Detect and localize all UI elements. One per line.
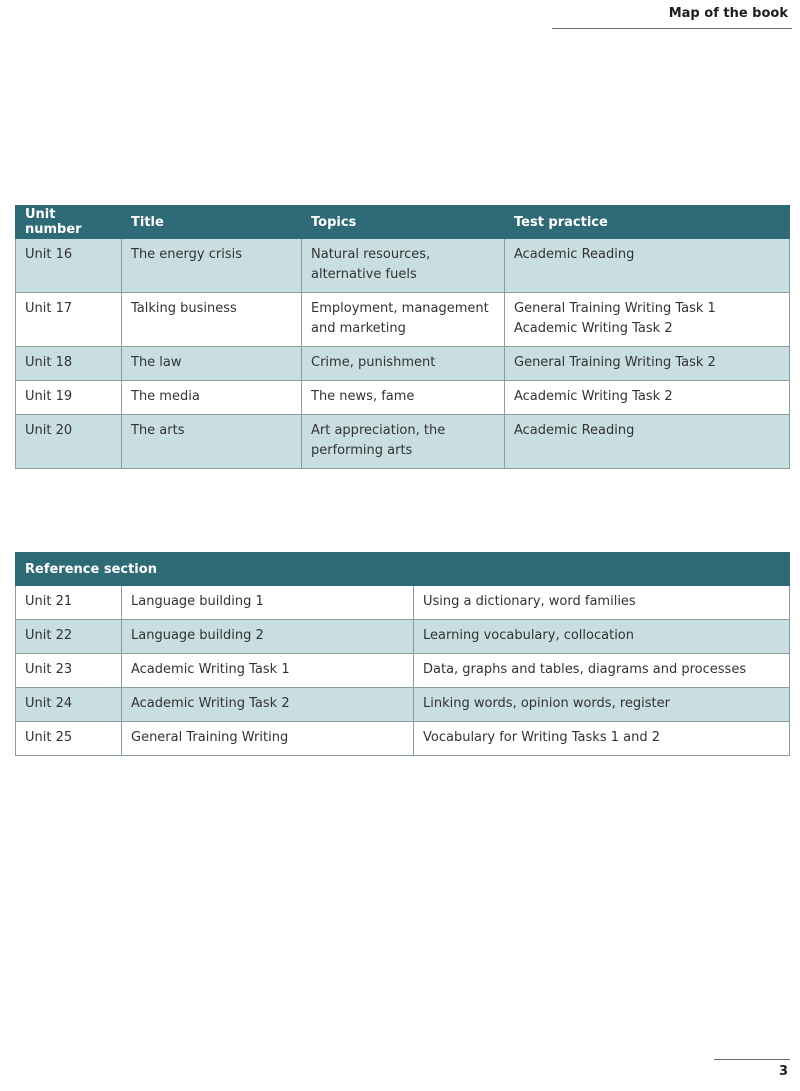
units-table-header-row	[16, 206, 790, 239]
table-row	[16, 415, 790, 469]
reference-header-row	[16, 553, 790, 586]
topics-line: Natural resources,	[311, 247, 431, 262]
content-cell: Learning vocabulary, collocation	[414, 620, 790, 654]
topics-cell	[302, 347, 505, 381]
title-cell: General Training Writing	[122, 722, 414, 756]
title-cell: Language building 2	[122, 620, 414, 654]
test-practice-line: Academic Writing Task 2	[514, 321, 673, 336]
unit-number-cell: Unit 21	[16, 586, 122, 620]
column-header-title: Title	[122, 206, 302, 239]
unit-number-cell: Unit 22	[16, 620, 122, 654]
column-header-topics: Topics	[302, 206, 505, 239]
topics-line: Employment, management	[311, 301, 489, 316]
test-practice-line: Academic Writing Task 2	[514, 389, 673, 404]
unit-number-cell: Unit 17	[16, 293, 122, 347]
test-practice-cell	[505, 293, 790, 347]
unit-number-cell: Unit 20	[16, 415, 122, 469]
table-row	[16, 688, 790, 722]
table-row	[16, 586, 790, 620]
column-header-test-practice: Test practice	[505, 206, 790, 239]
topics-cell	[302, 239, 505, 293]
test-practice-cell	[505, 239, 790, 293]
table-row	[16, 654, 790, 688]
topics-cell	[302, 293, 505, 347]
page-footer	[714, 1059, 790, 1090]
unit-number-cell: Unit 16	[16, 239, 122, 293]
unit-number-cell: Unit 18	[16, 347, 122, 381]
test-practice-cell	[505, 415, 790, 469]
content-cell: Data, graphs and tables, diagrams and processes	[414, 654, 790, 688]
unit-number-cell: Unit 23	[16, 654, 122, 688]
content-cell: Vocabulary for Writing Tasks 1 and 2	[414, 722, 790, 756]
test-practice-cell	[505, 381, 790, 415]
test-practice-line: Academic Reading	[514, 247, 635, 262]
topics-line: and marketing	[311, 321, 406, 336]
title-cell: Talking business	[122, 293, 302, 347]
topics-cell	[302, 381, 505, 415]
unit-number-cell: Unit 24	[16, 688, 122, 722]
unit-number-cell: Unit 25	[16, 722, 122, 756]
test-practice-line: General Training Writing Task 2	[514, 355, 716, 370]
table-row	[16, 347, 790, 381]
topics-line: alternative fuels	[311, 267, 417, 282]
page-number: 3	[778, 1064, 788, 1079]
reference-section-heading: Reference section	[16, 553, 790, 586]
topics-line: Crime, punishment	[311, 355, 436, 370]
title-cell: Language building 1	[122, 586, 414, 620]
reference-section-table	[15, 552, 790, 756]
topics-line: Art appreciation, the	[311, 423, 446, 438]
content-cell: Using a dictionary, word families	[414, 586, 790, 620]
table-row	[16, 722, 790, 756]
title-cell: Academic Writing Task 1	[122, 654, 414, 688]
title-cell: The law	[122, 347, 302, 381]
test-practice-line: Academic Reading	[514, 423, 635, 438]
title-cell: Academic Writing Task 2	[122, 688, 414, 722]
test-practice-line: General Training Writing Task 1	[514, 301, 716, 316]
table-row	[16, 381, 790, 415]
units-table	[15, 205, 790, 469]
title-cell: The media	[122, 381, 302, 415]
test-practice-cell	[505, 347, 790, 381]
content-cell: Linking words, opinion words, register	[414, 688, 790, 722]
topics-line: performing arts	[311, 443, 413, 458]
running-header	[552, 0, 792, 29]
topics-cell	[302, 415, 505, 469]
table-row	[16, 239, 790, 293]
table-row	[16, 293, 790, 347]
page-header-title: Map of the book	[668, 6, 788, 21]
table-row	[16, 620, 790, 654]
title-cell: The arts	[122, 415, 302, 469]
topics-line: The news, fame	[311, 389, 415, 404]
unit-number-cell: Unit 19	[16, 381, 122, 415]
title-cell: The energy crisis	[122, 239, 302, 293]
column-header-unit-number: Unit number	[16, 206, 122, 239]
